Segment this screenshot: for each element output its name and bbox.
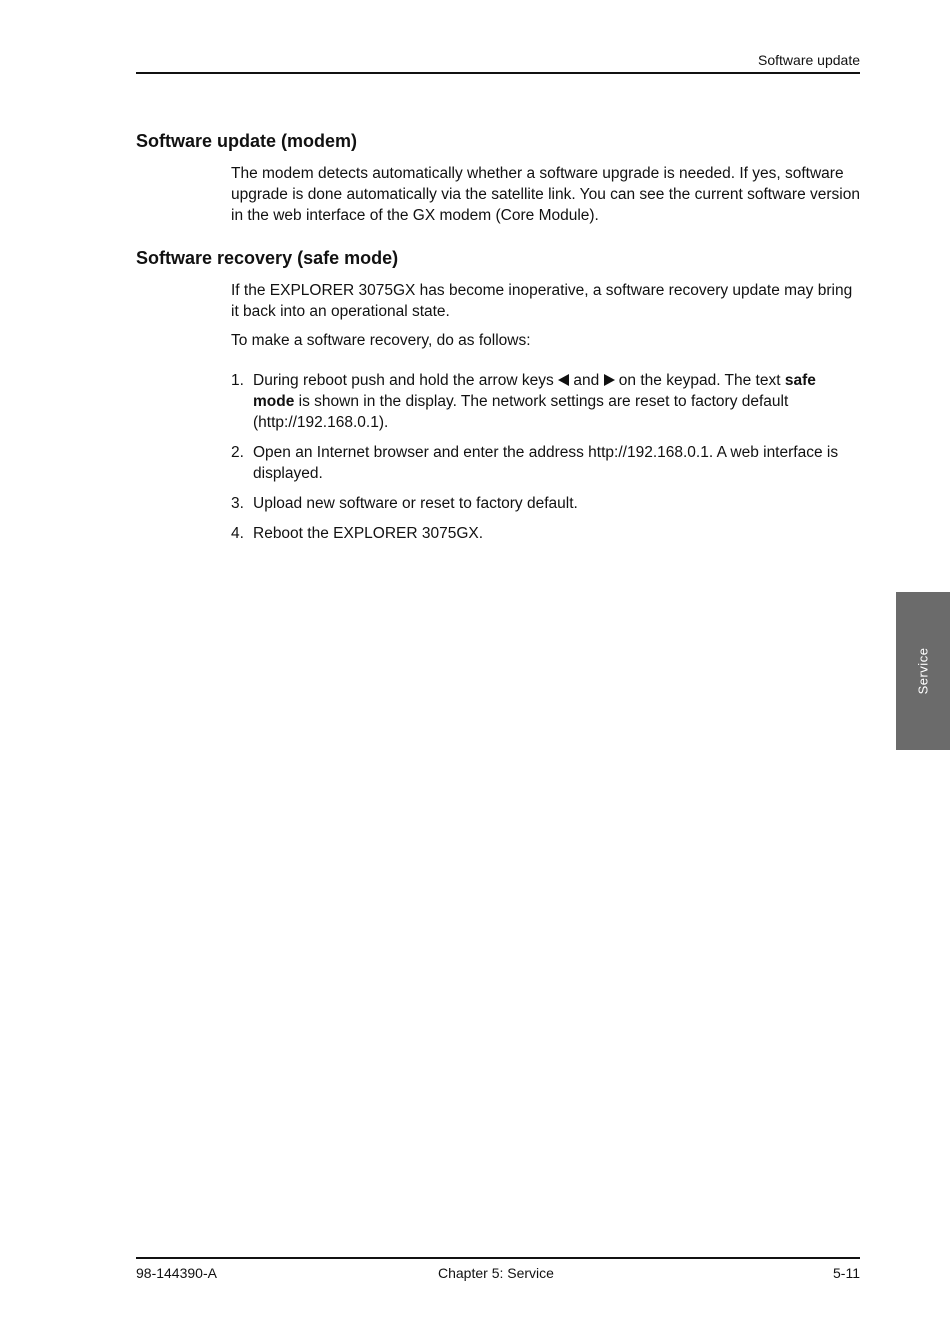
step-number: 3. — [231, 495, 244, 512]
document-number: 98-144390-A — [136, 1265, 217, 1281]
right-arrow-key-icon — [604, 374, 615, 386]
header-rule — [136, 72, 860, 74]
recovery-steps-list — [231, 370, 861, 553]
chapter-label: Chapter 5: Service — [438, 1265, 554, 1281]
page-number: 5-11 — [833, 1265, 860, 1281]
list-item — [231, 493, 861, 514]
list-item — [231, 523, 861, 544]
step-text: Upload new software or reset to factory default. — [253, 495, 578, 512]
left-arrow-key-icon — [558, 374, 569, 386]
section-heading-modem-update: Software update (modem) — [136, 131, 358, 151]
step-text: Reboot the EXPLORER 3075GX. — [253, 525, 484, 542]
chapter-side-tab — [896, 592, 950, 750]
paragraph-recovery-intro: If the EXPLORER 3075GX has become inoperative, a software recovery update may bring it back into an operational state. — [231, 282, 853, 320]
step-number: 2. — [231, 444, 244, 461]
side-tab-label: Service — [915, 647, 931, 695]
list-item — [231, 370, 861, 433]
step-number: 1. — [231, 372, 244, 389]
paragraph-recovery-instructions: To make a software recovery, do as follows: — [231, 332, 531, 349]
page-footer — [136, 1265, 860, 1285]
step-text: During reboot push and hold the arrow keys and on the keypad. The text safe mode is shown in the display. The network settings are reset to factory default (http://192.168.0.1). — [253, 372, 816, 431]
paragraph-modem-update: The modem detects automatically whether a software upgrade is needed. If yes, software upgrade is done automatically via the satellite link. You can see the current software version in the web interface of the GX modem (Core Module). — [231, 165, 860, 224]
step-number: 4. — [231, 525, 244, 542]
safe-mode-term: safe mode — [253, 372, 816, 410]
list-item — [231, 442, 861, 484]
step-text: Open an Internet browser and enter the address http://192.168.0.1. A web interface is displayed. — [253, 444, 839, 482]
section-heading-software-recovery: Software recovery (safe mode) — [136, 248, 399, 268]
running-header: Software update — [758, 52, 860, 68]
footer-rule — [136, 1257, 860, 1259]
